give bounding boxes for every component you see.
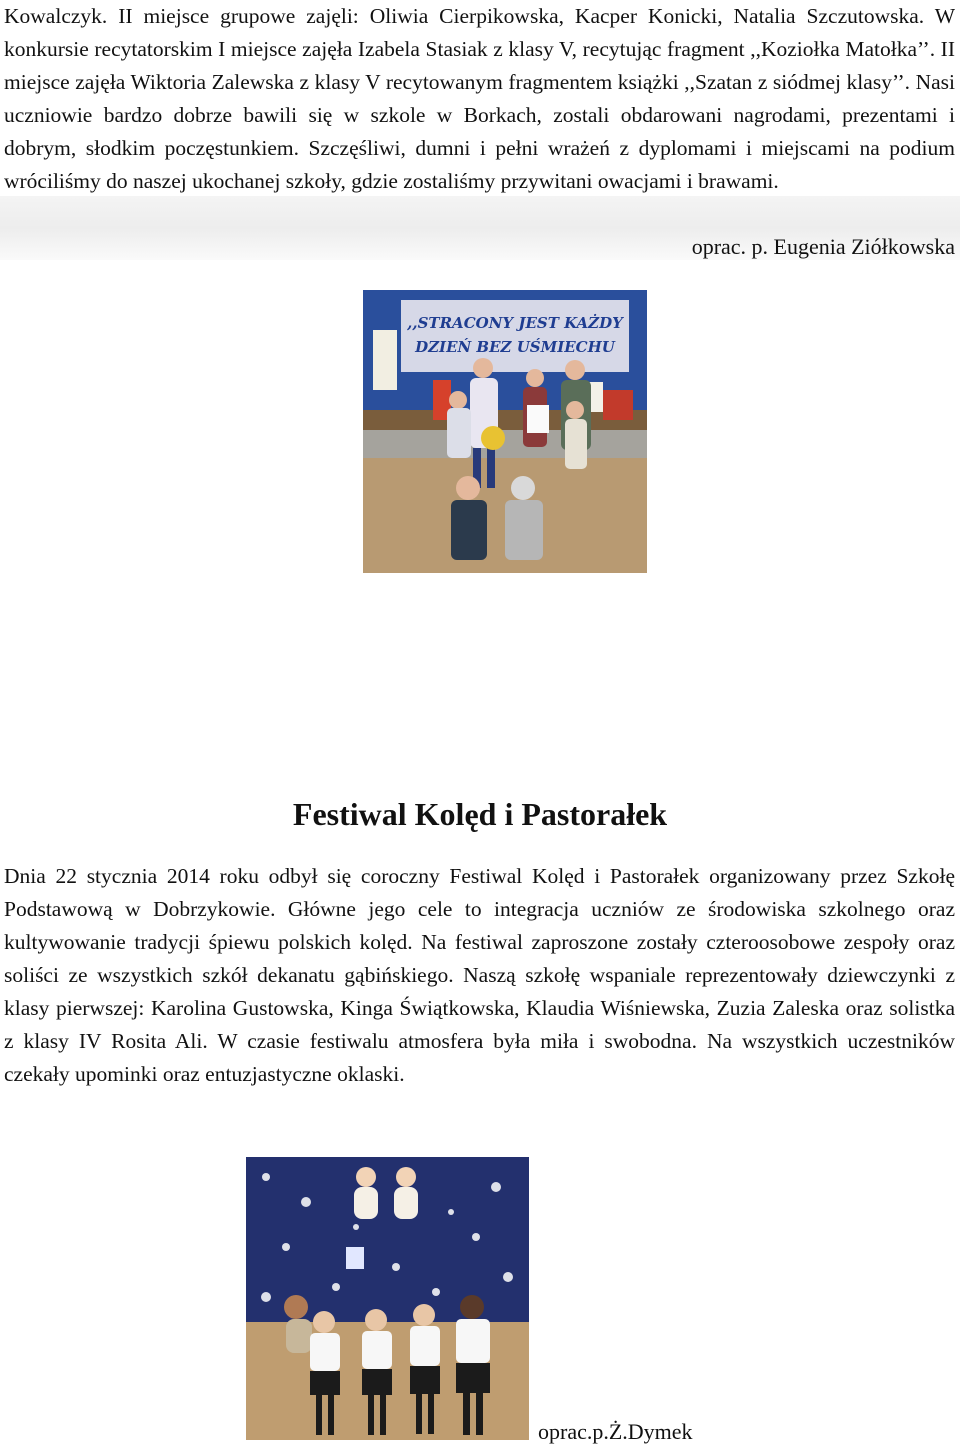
article2-paragraph: Dnia 22 stycznia 2014 roku odbył się coroczny Festiwal Kolęd i Pastorałek organizowany przez Szkołę Podstawową w Dobrzykowie. Główne jego cele to integracja uczniów ze środowiska szkolnego oraz kultywowanie tradycji śpiewu polskich kolęd. Na festiwal zaproszone zostały czteroosobowe zespoły oraz soliści ze wszystkich szkół dekanatu gąbińskiego. Naszą szkołę wspaniale reprezentowały dziewczynki z klasy pierwszej: Karolina Gustowska, Kinga Świątkowska, Klaudia Wiśniewska, Zuzia Zaleska oraz solistka z klasy IV Rosita Ali. W czasie festiwalu atmosfera była miła i swobodna. Na wszystkich uczestników czekały upominki oraz entuzjastyczne oklaski. [4, 864, 955, 1086]
banner-text-2: DZIEŃ BEZ UŚMIECHU [415, 338, 615, 356]
school-contest-photo [363, 290, 647, 573]
article2-title: Festiwal Kolęd i Pastorałek [292, 796, 668, 832]
article2-signature: oprac.p.Ż.Dymek [538, 1419, 693, 1444]
banner-text-1: ,,STRACONY JEST KAŻDY [407, 314, 623, 332]
article1-paragraph: Kowalczyk. II miejsce grupowe zajęli: Oliwia Cierpikowska, Kacper Konicki, Natalia Szczutowska. W konkursie recytatorskim I miejsce zajęła Izabela Stasiak z klasy V, recytując fragment ,,Koziołka Matołka’’. II miejsce zajęła Wiktoria Zalewska z klasy V recytowanym fragmentem książki ,,Szatan z siódmej klasy’’. Nasi uczniowie bardzo dobrze bawili się w szkole w Borkach, zostali obdarowani nagrodami, prezentami i dobrym, słodkim poczęstunkiem. Szczęśliwi, dumni i pełni wrażeń z dyplomami i miejscami na podium wróciliśmy do naszej ukochanej szkoły, gdzie zostaliśmy przywitani owacjami i brawami. [4, 4, 955, 193]
article1-signature: oprac. p. Eugenia Ziółkowska [691, 234, 955, 259]
carol-festival-photo [246, 1157, 529, 1440]
